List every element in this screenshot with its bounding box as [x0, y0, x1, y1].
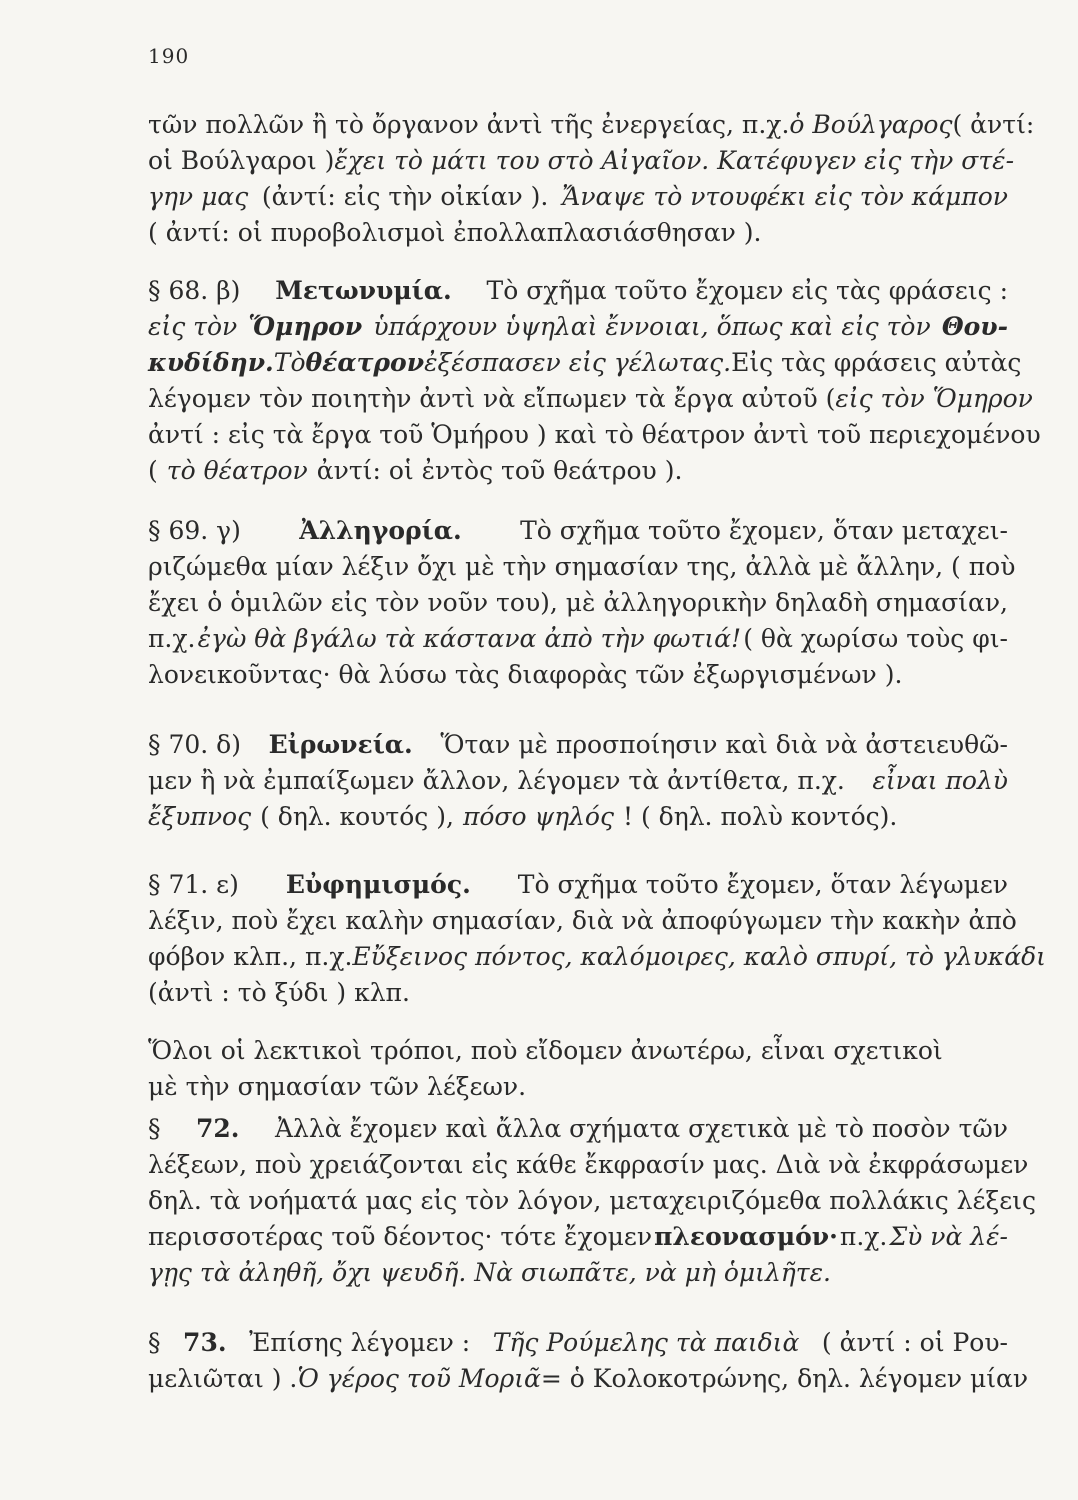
text-segment: ἔχει ὁ ὁμιλῶν εἰς τὸν νοῦν του), μὲ ἀλληγορικὴν δηλαδὴ σημασίαν,: [148, 588, 1008, 617]
text-line: [148, 764, 1008, 800]
text-segment: Εἰρωνεία.: [268, 730, 413, 759]
text-segment: ἔξυπνος: [148, 802, 252, 831]
text-line: [148, 144, 1015, 180]
text-segment: 73.: [183, 1328, 227, 1357]
text-segment: π.χ.: [839, 1222, 888, 1251]
text-line: [148, 904, 1017, 940]
text-segment: π.χ.: [148, 624, 196, 653]
text-segment: ριζώμεθα μίαν λέξιν ὄχι μὲ τὴν σημασίαν της, ἀλλὰ μὲ ἄλλην, ( ποὺ: [148, 552, 1016, 581]
text-line: [148, 976, 1008, 1012]
text-line: [148, 454, 1008, 490]
text-segment: ἐγὼ θὰ βγάλω τὰ κάστανα ἀπὸ τὴν φωτιά!: [197, 624, 742, 653]
text-line: [148, 216, 1008, 252]
text-segment: (ἀντὶ : τὸ ξύδι ) κλπ.: [148, 978, 410, 1007]
text-segment: ἔχει τὸ μάτι του στὸ Αἰγαῖον. Κατέφυγεν εἰς τὴν στέ-: [334, 146, 1015, 175]
text-segment: Ἄναψε τὸ ντουφέκι εἰς τὸν κάμπον: [562, 182, 1008, 211]
text-segment: δηλ. τὰ νοήματά μας εἰς τὸν λόγον, μεταχειριζόμεθα πολλάκις λέξεις: [148, 1186, 1036, 1215]
text-segment: Σὺ νὰ λέ-: [889, 1222, 1008, 1251]
text-segment: § 68. β): [148, 276, 241, 305]
text-segment: κυδίδην.: [148, 348, 274, 377]
text-line: [148, 658, 1008, 694]
text-segment: (ἀντί: εἰς τὴν οἰκίαν ).: [261, 182, 549, 211]
text-segment: ὁ Βούλγαρος: [789, 110, 953, 139]
text-line: [148, 1148, 1029, 1184]
text-segment: μεν ἢ νὰ ἐμπαίξωμεν ἄλλον, λέγομεν τὰ ἀντίθετα, π.χ.: [148, 766, 845, 795]
text-segment: Εὐφημισμός.: [285, 870, 471, 899]
text-line: [148, 1184, 1036, 1220]
text-segment: Μετωνυμία.: [275, 276, 452, 305]
text-segment: εἶναι πολὺ: [872, 766, 1008, 795]
text-line: [148, 800, 1008, 836]
text-line: [148, 1256, 1008, 1292]
text-segment: = ὁ Κολοκοτρώνης, δηλ. λέγομεν μίαν: [540, 1364, 1029, 1393]
text-segment: ( δηλ. κουτός ),: [260, 802, 454, 831]
text-line: [148, 1070, 1008, 1106]
text-segment: Ὁ γέρος τοῦ Μοριᾶ: [297, 1364, 541, 1393]
text-segment: Θου-: [941, 312, 1008, 341]
text-segment: § 70. δ): [148, 730, 241, 759]
text-segment: περισσοτέρας τοῦ δέοντος· τότε ἔχομεν: [148, 1222, 653, 1251]
text-segment: §: [148, 1114, 161, 1143]
text-line: [148, 1034, 1008, 1070]
text-segment: πλεονασμόν·: [654, 1222, 838, 1251]
text-segment: Τὸ σχῆμα τοῦτο ἔχομεν, ὅταν μεταχει-: [520, 516, 1008, 545]
text-segment: ὑπάρχουν ὑψηλαὶ ἔννοιαι, ὅπως καὶ εἰς τὸν: [373, 312, 931, 341]
text-segment: θέατρον: [305, 348, 425, 377]
text-line: [148, 1326, 1008, 1362]
text-line: [148, 108, 1035, 144]
text-segment: λέγομεν τὸν ποιητὴν ἀντὶ νὰ εἴπωμεν τὰ ἔργα αὐτοῦ (: [148, 384, 836, 413]
text-segment: ( ἀντί : οἱ Ρου-: [821, 1328, 1008, 1357]
text-segment: ( ἀντί: οἱ πυροβολισμοὶ ἐπολλαπλασιάσθησαν ).: [148, 218, 762, 247]
text-segment: Ἐπίσης λέγομεν :: [249, 1328, 471, 1357]
text-segment: Ὅλοι οἱ λεκτικοὶ τρόποι, ποὺ εἴδομεν ἀνωτέρω, εἶναι σχετικοὶ: [148, 1036, 943, 1065]
text-line: [148, 346, 1022, 382]
text-segment: (: [148, 456, 158, 485]
text-segment: γῃς τὰ ἀληθῆ, ὄχι ψευδῆ. Νὰ σιωπᾶτε, νὰ μὴ ὁμιλῆτε.: [148, 1258, 831, 1287]
text-segment: οἱ Βούλγαροι ): [148, 146, 335, 175]
text-segment: Τὸ σχῆμα τοῦτο ἔχομεν, ὅταν λέγωμεν: [517, 870, 1008, 899]
text-segment: τῶν πολλῶν ἢ τὸ ὄργανον ἀντὶ τῆς ἐνεργείας, π.χ.: [148, 110, 790, 139]
text-segment: Ὅμηρον: [248, 312, 363, 341]
text-line: [148, 586, 1008, 622]
text-line: [148, 310, 1008, 346]
text-segment: ἀντί : εἰς τὰ ἔργα τοῦ Ὁμήρου ) καὶ τὸ θέατρον ἀντὶ τοῦ περιεχομένου: [148, 420, 1041, 449]
text-line: [148, 382, 1033, 418]
text-segment: γην μας: [148, 182, 249, 211]
text-segment: § 71. ε): [148, 870, 239, 899]
text-segment: Εὔξεινος πόντος, καλόμοιρες, καλὸ σπυρί, τὸ γλυκάδι: [352, 942, 1046, 971]
text-line: [148, 940, 1046, 976]
text-segment: τὸ θέατρον: [166, 456, 308, 485]
text-segment: φόβον κλπ., π.χ.: [148, 942, 353, 971]
text-line: [148, 550, 1016, 586]
text-segment: Εἰς τὰς φράσεις αὐτὰς: [731, 348, 1022, 377]
text-line: [148, 1220, 1008, 1256]
text-line: [148, 622, 1008, 658]
text-segment: λέξεων, ποὺ χρειάζονται εἰς κάθε ἔκφρασίν μας. Διὰ νὰ ἐκφράσωμεν: [148, 1150, 1029, 1179]
text-segment: 72.: [195, 1114, 240, 1143]
text-segment: Ἀλληγορία.: [299, 516, 462, 545]
text-segment: πόσο ψηλός: [462, 802, 614, 831]
text-segment: εἰς τὸν: [148, 312, 238, 341]
text-line: [148, 418, 1041, 454]
text-line: [148, 1362, 1029, 1398]
text-segment: § 69. γ): [148, 516, 241, 545]
text-segment: ( ἀντί:: [952, 110, 1035, 139]
text-segment: Τῆς Ρούμελης τὰ παιδιὰ: [492, 1328, 800, 1357]
text-line: [148, 514, 1008, 550]
text-line: [148, 728, 1008, 764]
page-number: 190: [148, 44, 190, 68]
text-segment: εἰς τὸν Ὅμηρον: [835, 384, 1033, 413]
text-segment: μελιῶται ) .: [148, 1364, 298, 1393]
text-segment: Ὅταν μὲ προσποίησιν καὶ διὰ νὰ ἀστειευθῶ-: [440, 730, 1008, 759]
text-segment: §: [148, 1328, 161, 1357]
text-segment: λονεικοῦντας· θὰ λύσω τὰς διαφορὰς τῶν ἐξωργισμένων ).: [148, 660, 903, 689]
text-segment: ! ( δηλ. πολὺ κοντός).: [622, 802, 898, 831]
text-line: [148, 1112, 1008, 1148]
text-segment: λέξιν, ποὺ ἔχει καλὴν σημασίαν, διὰ νὰ ἀποφύγωμεν τὴν κακὴν ἀπὸ: [148, 906, 1017, 935]
text-line: [148, 868, 1008, 904]
text-line: [148, 274, 1008, 310]
text-segment: ἐξέσπασεν εἰς γέλωτας.: [424, 348, 732, 377]
text-segment: ( θὰ χωρίσω τοὺς φι-: [743, 624, 1008, 653]
text-segment: ἀντί: οἱ ἐντὸς τοῦ θεάτρου ).: [316, 456, 683, 485]
text-segment: Τὸ: [273, 348, 306, 377]
text-segment: μὲ τὴν σημασίαν τῶν λέξεων.: [148, 1072, 527, 1101]
text-line: [148, 180, 1008, 216]
text-segment: Τὸ σχῆμα τοῦτο ἔχομεν εἰς τὰς φράσεις :: [486, 276, 1008, 305]
text-segment: Ἀλλὰ ἔχομεν καὶ ἄλλα σχήματα σχετικὰ μὲ τὸ ποσὸν τῶν: [274, 1114, 1008, 1143]
